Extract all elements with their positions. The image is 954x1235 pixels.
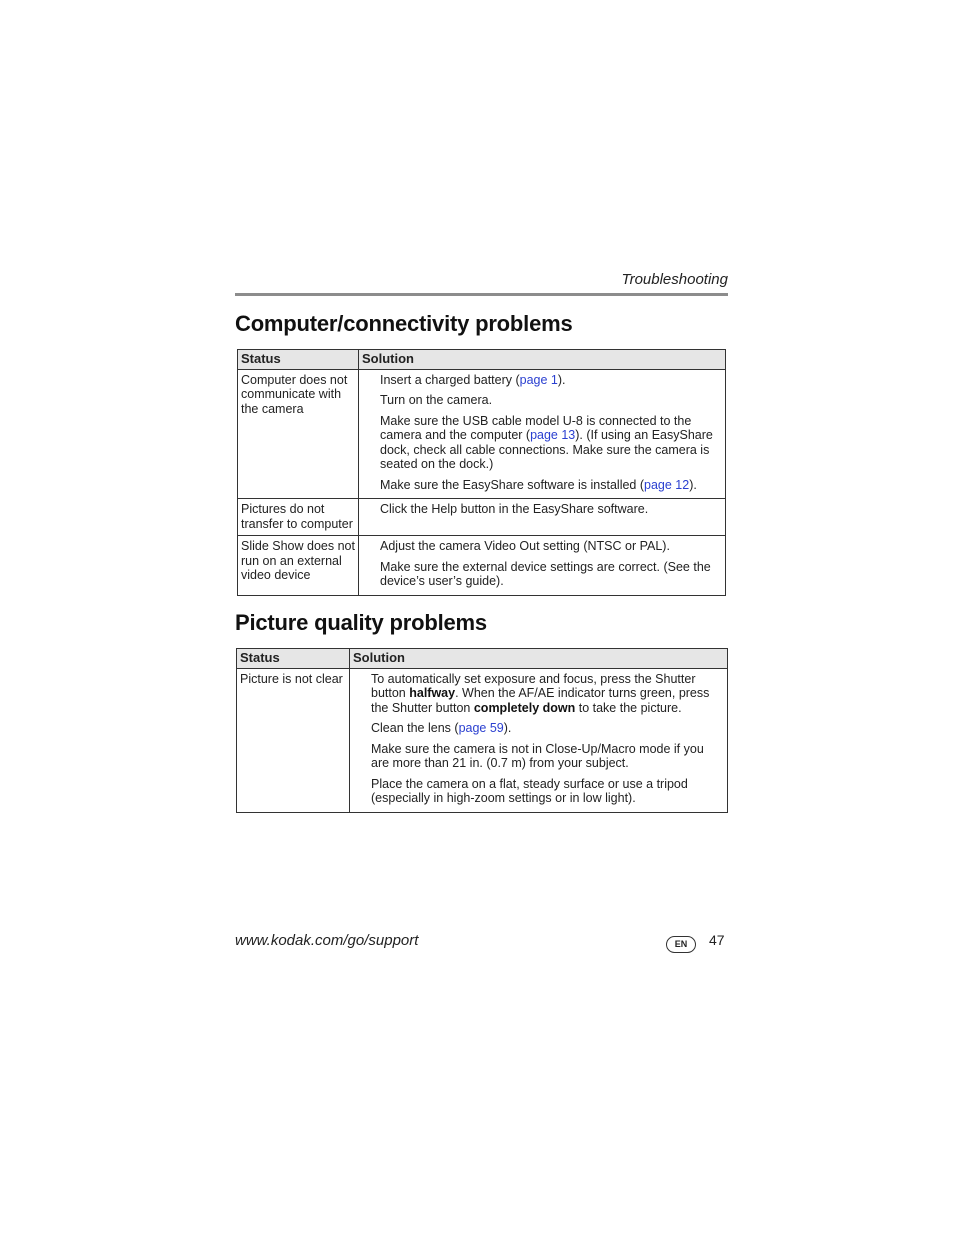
solution-text: ).	[689, 477, 697, 492]
solution-text: ).	[557, 372, 566, 387]
solution-item	[380, 373, 717, 388]
solution-text: . When the AF/AE indicator turns green, press the Shutter button	[371, 686, 710, 715]
solution-item	[371, 742, 719, 771]
header-rule	[235, 293, 728, 296]
table-row	[237, 668, 728, 812]
language-badge: EN	[666, 936, 696, 953]
table-row	[238, 369, 726, 499]
solution-text: ).	[503, 721, 512, 735]
solution-text: Adjust the camera Video Out setting (NTSC or PAL).	[380, 539, 670, 553]
section-title-connectivity: Computer/connectivity problems	[235, 311, 573, 336]
status-cell: Pictures do not transfer to computer	[238, 499, 359, 536]
solution-item	[371, 672, 719, 716]
solution-item	[380, 560, 717, 589]
solution-cell	[350, 668, 728, 812]
solution-cell	[359, 369, 726, 499]
column-header-status: Status	[238, 350, 359, 370]
solution-item	[380, 414, 717, 472]
solution-item	[371, 721, 719, 736]
table-header-row	[237, 649, 728, 669]
picture-quality-table	[236, 648, 728, 813]
solution-cell	[359, 536, 726, 596]
page-reference-link[interactable]: page 13	[530, 428, 576, 442]
column-header-status: Status	[237, 649, 350, 669]
status-cell: Computer does not communicate with the camera	[238, 369, 359, 499]
status-cell: Picture is not clear	[237, 668, 350, 812]
solution-text: Click the Help button in the EasyShare software.	[380, 502, 649, 516]
column-header-solution: Solution	[350, 649, 728, 669]
table-header-row	[238, 350, 726, 370]
table-row	[238, 536, 726, 596]
page-reference-link[interactable]: page 1	[519, 372, 558, 387]
emphasis-text: halfway	[409, 686, 456, 700]
section-title-picture-quality: Picture quality problems	[235, 610, 487, 635]
footer-url[interactable]: www.kodak.com/go/support	[235, 932, 419, 949]
page-reference-link[interactable]: page 12	[644, 477, 690, 492]
table-body	[238, 369, 726, 595]
emphasis-text: completely down	[473, 700, 576, 715]
solution-text: Make sure the camera is not in Close-Up/Macro mode if you are more than 21 in. (0.7 m) from your subject.	[371, 741, 704, 770]
solution-text: Make sure the external device settings are correct. (See the device’s user’s guide).	[380, 559, 711, 588]
solution-text: Turn on the camera.	[380, 393, 493, 407]
solution-cell	[359, 499, 726, 536]
solution-item	[371, 777, 719, 806]
solution-text: Make sure the USB cable model U-8 is connected to the camera and the computer (	[380, 413, 692, 442]
solution-item	[380, 478, 717, 493]
status-cell: Slide Show does not run on an external video device	[238, 536, 359, 596]
solution-text: ). (If using an EasyShare dock, check all cable connections. Make sure the camera is seated on the dock.)	[380, 428, 713, 471]
solution-text: Place the camera on a flat, steady surface or use a tripod (especially in high-zoom settings or in low light).	[371, 776, 688, 805]
table-row	[238, 499, 726, 536]
solution-item	[380, 502, 717, 517]
table-body	[237, 668, 728, 812]
page-number: 47	[709, 932, 725, 948]
solution-text: to take the picture.	[575, 700, 682, 715]
connectivity-table	[237, 349, 726, 596]
solution-text: To automatically set exposure and focus, press the Shutter button	[371, 671, 696, 700]
solution-text: Insert a charged battery (	[380, 372, 520, 387]
solution-item	[380, 539, 717, 554]
running-header: Troubleshooting	[621, 271, 728, 288]
solution-text: Clean the lens (	[371, 721, 459, 735]
page-reference-link[interactable]: page 59	[458, 721, 504, 735]
solution-item	[380, 393, 717, 408]
solution-text: Make sure the EasyShare software is installed (	[380, 477, 645, 492]
column-header-solution: Solution	[359, 350, 726, 370]
